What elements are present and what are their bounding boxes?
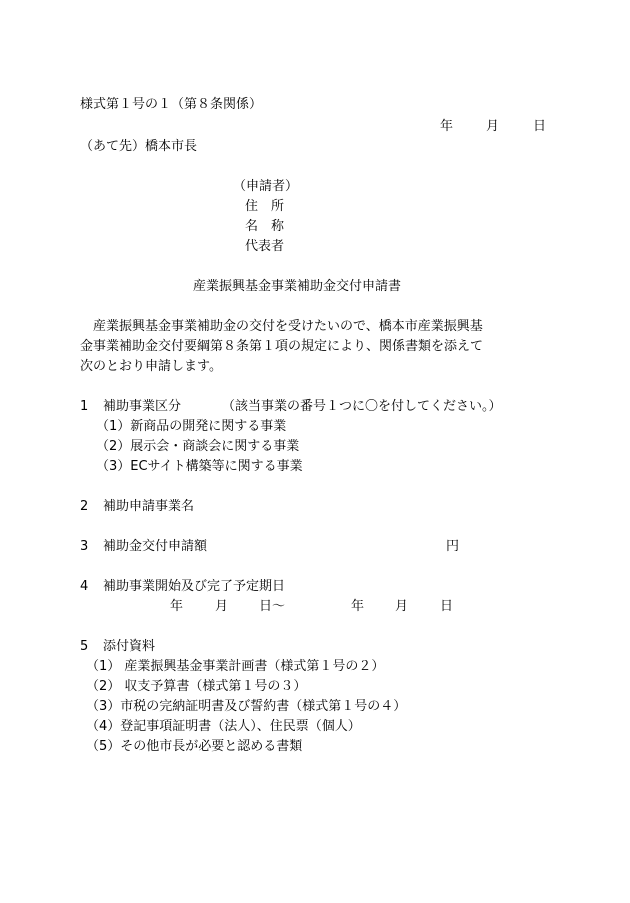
section-1-option-3: （3）ECサイト構築等に関する事業	[96, 459, 303, 474]
date-month: 月	[486, 119, 500, 134]
section-4-start-day: 日～	[259, 599, 286, 614]
section-1-option-2: （2）展示会・商談会に関する事業	[96, 439, 300, 454]
section-4-number: 4	[80, 579, 89, 594]
applicant-address-label: 住 所	[245, 199, 285, 214]
attachment-item-1: （1） 産業振興基金事業計画書（様式第１号の２）	[86, 659, 385, 674]
section-3-label: 補助金交付申請額	[103, 539, 208, 554]
date-year: 年	[440, 119, 454, 134]
attachment-item-4: （4）登記事項証明書（法人）、住民票（個人）	[86, 719, 361, 734]
body-line-3: 次のとおり申請します。	[80, 359, 222, 374]
section-4-start-year: 年	[170, 599, 184, 614]
section-1-number: 1	[80, 399, 89, 414]
section-1-label: 補助事業区分	[103, 399, 182, 414]
applicant-name-label: 名 称	[245, 219, 285, 234]
body-line-2: 金事業補助金交付要綱第８条第１項の規定により、関係書類を添えて	[80, 339, 484, 354]
document-title: 産業振興基金事業補助金交付申請書	[193, 279, 402, 294]
body-line-1: 産業振興基金事業補助金の交付を受けたいので、橋本市産業振興基	[93, 319, 483, 334]
applicant-heading: （申請者）	[233, 179, 299, 194]
applicant-representative-label: 代表者	[245, 239, 285, 254]
section-4-label: 補助事業開始及び完了予定期日	[103, 579, 286, 594]
form-number: 様式第１号の１（第８条関係）	[80, 97, 263, 112]
section-1-note: （該当事業の番号１つに〇を付してください。）	[222, 399, 502, 414]
attachment-item-5: （5）その他市長が必要と認める書類	[86, 739, 303, 754]
attachment-item-2: （2） 収支予算書（様式第１号の３）	[86, 679, 307, 694]
section-4-end-day: 日	[440, 599, 454, 614]
section-1-option-1: （1）新商品の開発に関する事業	[96, 419, 287, 434]
section-4-start-month: 月	[215, 599, 229, 614]
date-day: 日	[533, 119, 547, 134]
section-3-number: 3	[80, 539, 89, 554]
attachment-item-3: （3）市税の完納証明書及び誓約書（様式第１号の４）	[86, 699, 407, 714]
section-4-end-month: 月	[395, 599, 409, 614]
section-2-label: 補助申請事業名	[103, 499, 195, 514]
section-2-number: 2	[80, 499, 89, 514]
section-4-end-year: 年	[351, 599, 365, 614]
section-5-number: 5	[80, 639, 89, 654]
section-5-label: 添付資料	[103, 639, 156, 654]
addressee: （あて先）橋本市長	[80, 139, 198, 154]
section-3-unit: 円	[446, 539, 460, 554]
